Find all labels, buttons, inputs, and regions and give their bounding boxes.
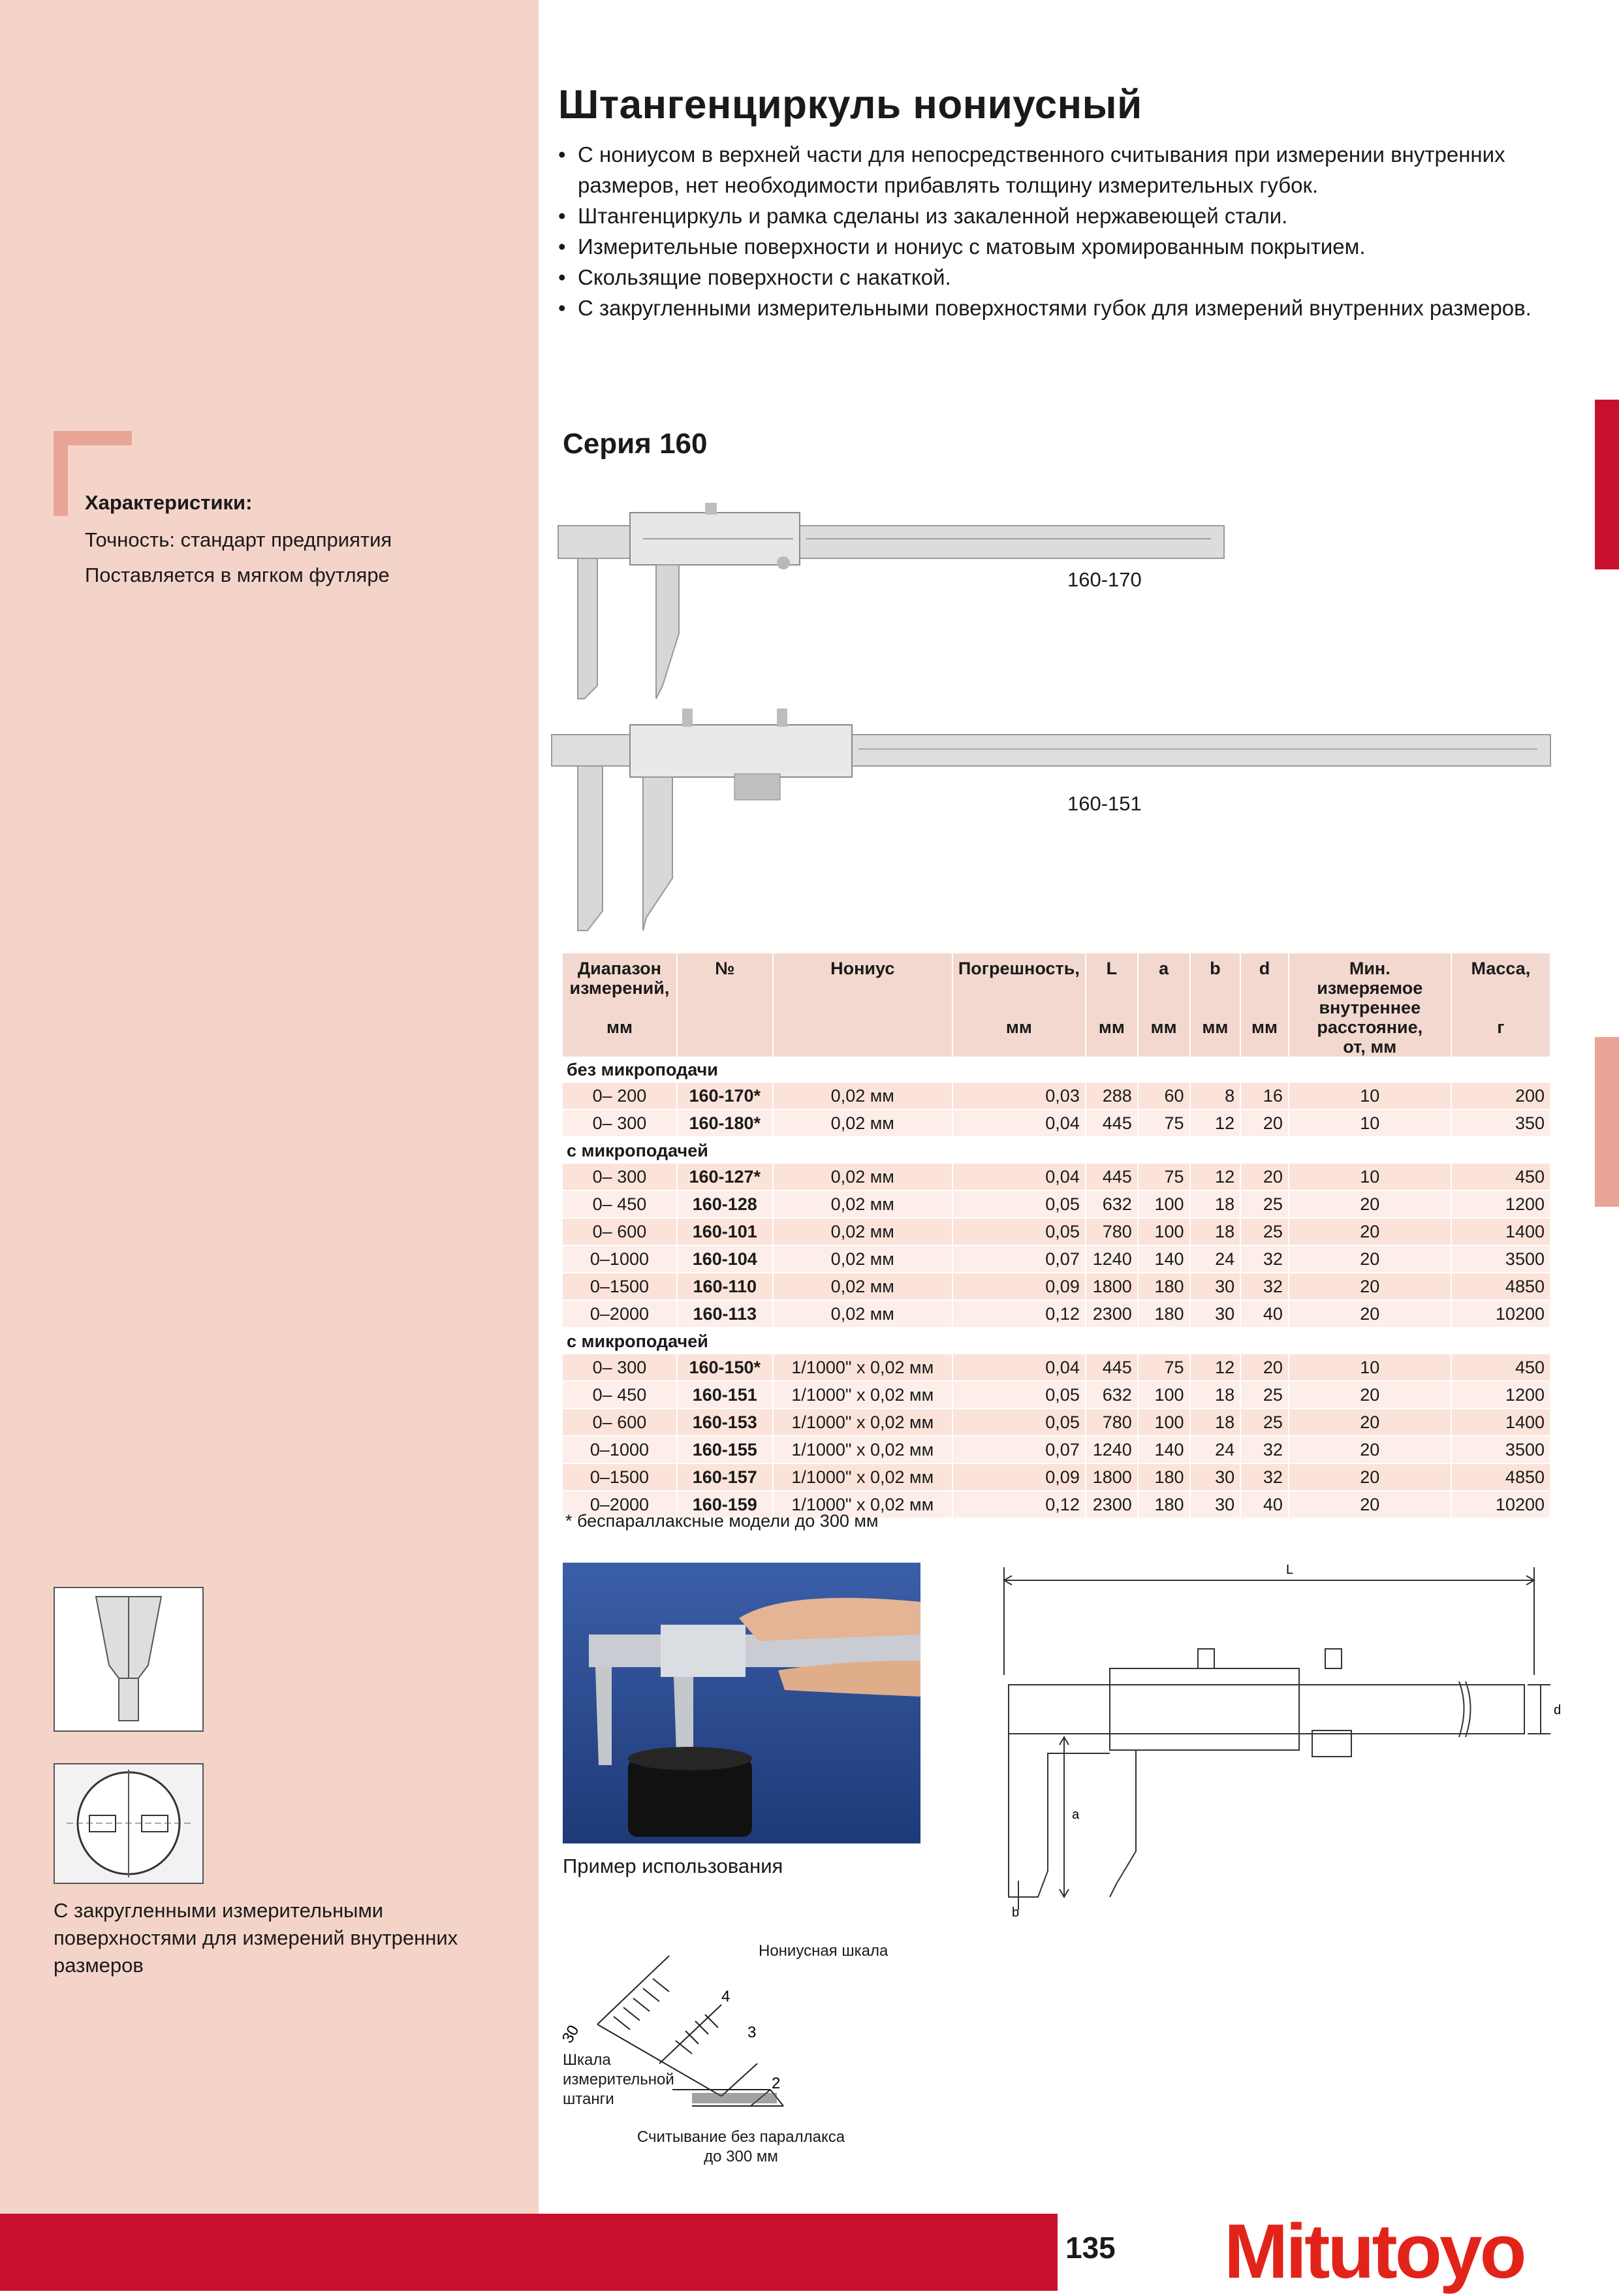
table-cell: 10: [1289, 1083, 1451, 1109]
dimension-label-L: L: [1286, 1563, 1294, 1577]
table-cell: 0,12: [952, 1491, 1086, 1518]
table-cell: 20: [1289, 1491, 1451, 1518]
header-error: Погрешность, мм: [952, 953, 1086, 1057]
jaw-profile-diagram: [54, 1587, 204, 1732]
table-cell: 160-151: [677, 1381, 773, 1409]
table-cell: 180: [1138, 1273, 1190, 1300]
table-cell: 1200: [1451, 1190, 1550, 1218]
table-cell: 0– 600: [563, 1409, 677, 1436]
table-cell: 0– 300: [563, 1164, 677, 1190]
dimension-label-d: d: [1554, 1703, 1562, 1717]
table-cell: 0,02 мм: [773, 1300, 952, 1328]
table-cell: 1200: [1451, 1381, 1550, 1409]
table-row: [563, 1190, 1550, 1218]
table-section-row: [563, 1057, 1550, 1083]
vernier-scale-illustration: [558, 1933, 927, 2148]
table-cell: 18: [1190, 1190, 1241, 1218]
table-cell: 30: [1190, 1300, 1241, 1328]
table-cell: 3500: [1451, 1245, 1550, 1273]
header-number: №: [677, 953, 773, 1057]
feature-list: [558, 139, 1577, 323]
table-cell: 3500: [1451, 1436, 1550, 1463]
table-cell: 12: [1190, 1354, 1241, 1381]
table-cell: 32: [1240, 1245, 1289, 1273]
table-cell: 0,02 мм: [773, 1164, 952, 1190]
table-cell: 1/1000" x 0,02 мм: [773, 1409, 952, 1436]
header-d: d мм: [1240, 953, 1289, 1057]
table-cell: 1/1000" x 0,02 мм: [773, 1463, 952, 1491]
table-cell: 0– 600: [563, 1218, 677, 1245]
header-range: Диапазон измерений, мм: [563, 953, 677, 1057]
table-row: [563, 1164, 1550, 1190]
dimension-drawing: [999, 1557, 1562, 1923]
table-cell: 180: [1138, 1300, 1190, 1328]
table-cell: 0,03: [952, 1083, 1086, 1109]
table-cell: 445: [1086, 1354, 1138, 1381]
jaw-section-diagram: [54, 1763, 204, 1884]
vernier-scale-label: Нониусная шкала: [759, 1942, 888, 1960]
table-cell: 16: [1240, 1083, 1289, 1109]
table-cell: 0– 450: [563, 1381, 677, 1409]
table-cell: 0–1500: [563, 1463, 677, 1491]
table-header-row: [563, 953, 1550, 1057]
table-cell: 32: [1240, 1463, 1289, 1491]
table-cell: 8: [1190, 1083, 1241, 1109]
table-row: [563, 1300, 1550, 1328]
characteristics-heading: Характеристики:: [85, 491, 253, 514]
table-cell: 160-155: [677, 1436, 773, 1463]
table-cell: 0,05: [952, 1218, 1086, 1245]
table-cell: 0,07: [952, 1436, 1086, 1463]
table-section-row: [563, 1328, 1550, 1354]
table-cell: 20: [1289, 1190, 1451, 1218]
table-cell: 0,09: [952, 1463, 1086, 1491]
feature-item: • С закругленными измерительными поверхностями губок для измерений внутренних размеров.: [558, 293, 1577, 323]
table-row: [563, 1083, 1550, 1109]
table-cell: 20: [1289, 1436, 1451, 1463]
main-scale-label: Шкала измерительной штанги: [563, 2051, 674, 2108]
characteristics-case: Поставляется в мягком футляре: [85, 564, 390, 586]
table-cell: 0,04: [952, 1354, 1086, 1381]
caliper-160-170-image: [558, 503, 1231, 699]
page-number: 135: [1065, 2231, 1116, 2265]
table-cell: 20: [1289, 1409, 1451, 1436]
table-cell: 60: [1138, 1083, 1190, 1109]
table-cell: 0,02 мм: [773, 1190, 952, 1218]
table-cell: 160-104: [677, 1245, 773, 1273]
vernier-number-3: 3: [747, 2024, 757, 2041]
table-cell: 0– 300: [563, 1109, 677, 1137]
table-cell: 0,05: [952, 1409, 1086, 1436]
table-cell: 160-170*: [677, 1083, 773, 1109]
table-cell: 10: [1289, 1164, 1451, 1190]
table-cell: 160-159: [677, 1491, 773, 1518]
section-title: с микроподачей: [563, 1328, 1550, 1354]
table-cell: 24: [1190, 1245, 1241, 1273]
table-cell: 450: [1451, 1354, 1550, 1381]
table-cell: 0– 450: [563, 1190, 677, 1218]
table-cell: 0–1500: [563, 1273, 677, 1300]
feature-item: • Измерительные поверхности и нониус с матовым хромированным покрытием.: [558, 231, 1577, 262]
table-cell: 160-110: [677, 1273, 773, 1300]
table-cell: 20: [1289, 1300, 1451, 1328]
table-cell: 780: [1086, 1218, 1138, 1245]
table-cell: 160-113: [677, 1300, 773, 1328]
table-cell: 632: [1086, 1381, 1138, 1409]
table-cell: 100: [1138, 1190, 1190, 1218]
table-cell: 20: [1289, 1463, 1451, 1491]
table-cell: 30: [1190, 1491, 1241, 1518]
table-cell: 20: [1240, 1164, 1289, 1190]
table-cell: 0,02 мм: [773, 1083, 952, 1109]
table-cell: 2300: [1086, 1491, 1138, 1518]
table-cell: 632: [1086, 1190, 1138, 1218]
table-cell: 140: [1138, 1245, 1190, 1273]
table-row: [563, 1273, 1550, 1300]
table-cell: 1400: [1451, 1218, 1550, 1245]
table-cell: 25: [1240, 1381, 1289, 1409]
table-cell: 100: [1138, 1218, 1190, 1245]
table-cell: 24: [1190, 1436, 1241, 1463]
table-cell: 160-180*: [677, 1109, 773, 1137]
table-cell: 0,04: [952, 1164, 1086, 1190]
table-cell: 4850: [1451, 1463, 1550, 1491]
table-cell: 40: [1240, 1491, 1289, 1518]
header-min-distance: Мин. измеряемое внутреннее расстояние, от, мм: [1289, 953, 1451, 1057]
table-cell: 450: [1451, 1164, 1550, 1190]
table-cell: 10: [1289, 1109, 1451, 1137]
table-cell: 0,05: [952, 1190, 1086, 1218]
table-row: [563, 1109, 1550, 1137]
table-cell: 100: [1138, 1381, 1190, 1409]
section-tab-pink: [1595, 1037, 1619, 1207]
table-cell: 1800: [1086, 1273, 1138, 1300]
table-cell: 0–2000: [563, 1300, 677, 1328]
section-title: без микроподачи: [563, 1057, 1550, 1083]
table-cell: 1800: [1086, 1463, 1138, 1491]
page-title: Штангенциркуль нониусный: [558, 82, 1142, 127]
table-cell: 20: [1289, 1273, 1451, 1300]
model-label-160-170: 160-170: [1067, 568, 1142, 591]
table-cell: 75: [1138, 1109, 1190, 1137]
table-cell: 25: [1240, 1409, 1289, 1436]
table-cell: 160-127*: [677, 1164, 773, 1190]
feature-item: • С нониусом в верхней части для непосредственного считывания при измерении внутренних размеров, нет необходимости прибавлять толщину измерительных губок.: [558, 139, 1577, 200]
table-cell: 180: [1138, 1491, 1190, 1518]
table-cell: 25: [1240, 1218, 1289, 1245]
scale-number-30: 30: [558, 2022, 583, 2047]
table-cell: 288: [1086, 1083, 1138, 1109]
vernier-number-4: 4: [721, 1988, 731, 2005]
section-tab-red: [1595, 400, 1619, 569]
table-cell: 1/1000" x 0,02 мм: [773, 1491, 952, 1518]
table-cell: 160-150*: [677, 1354, 773, 1381]
table-cell: 18: [1190, 1409, 1241, 1436]
table-cell: 4850: [1451, 1273, 1550, 1300]
table-cell: 1/1000" x 0,02 мм: [773, 1436, 952, 1463]
table-cell: 40: [1240, 1300, 1289, 1328]
table-cell: 0–1000: [563, 1245, 677, 1273]
table-cell: 160-153: [677, 1409, 773, 1436]
table-row: [563, 1436, 1550, 1463]
table-footnote: * беспараллаксные модели до 300 мм: [565, 1511, 879, 1531]
parallax-note: Считывание без параллакса до 300 мм: [637, 2128, 845, 2165]
table-cell: 780: [1086, 1409, 1138, 1436]
table-cell: 25: [1240, 1190, 1289, 1218]
table-cell: 10200: [1451, 1491, 1550, 1518]
table-cell: 0,04: [952, 1109, 1086, 1137]
header-L: L мм: [1086, 953, 1138, 1057]
caliper-160-151-image: [552, 709, 1554, 931]
table-cell: 350: [1451, 1109, 1550, 1137]
table-cell: 18: [1190, 1218, 1241, 1245]
table-cell: 12: [1190, 1109, 1241, 1137]
table-row: [563, 1381, 1550, 1409]
table-cell: 445: [1086, 1109, 1138, 1137]
table-cell: 32: [1240, 1436, 1289, 1463]
series-title: Серия 160: [563, 428, 708, 460]
table-cell: 0,12: [952, 1300, 1086, 1328]
table-cell: 20: [1289, 1381, 1451, 1409]
table-cell: 75: [1138, 1354, 1190, 1381]
characteristics-accuracy: Точность: стандарт предприятия: [85, 528, 392, 551]
table-cell: 1/1000" x 0,02 мм: [773, 1354, 952, 1381]
section-title: с микроподачей: [563, 1137, 1550, 1164]
table-cell: 200: [1451, 1083, 1550, 1109]
table-row: [563, 1354, 1550, 1381]
table-cell: 1400: [1451, 1409, 1550, 1436]
table-cell: 20: [1240, 1109, 1289, 1137]
table-cell: 140: [1138, 1436, 1190, 1463]
header-b: b мм: [1190, 953, 1241, 1057]
table-cell: 75: [1138, 1164, 1190, 1190]
table-cell: 1240: [1086, 1436, 1138, 1463]
table-cell: 18: [1190, 1381, 1241, 1409]
table-cell: 180: [1138, 1463, 1190, 1491]
table-cell: 0–2000: [563, 1491, 677, 1518]
table-cell: 20: [1289, 1245, 1451, 1273]
table-section-row: [563, 1137, 1550, 1164]
table-cell: 1/1000" x 0,02 мм: [773, 1381, 952, 1409]
header-mass: Масса, г: [1451, 953, 1550, 1057]
table-row: [563, 1245, 1550, 1273]
usage-example-caption: Пример использования: [563, 1855, 783, 1877]
table-cell: 0,05: [952, 1381, 1086, 1409]
mitutoyo-logo: Mitutoyo: [1224, 2208, 1524, 2295]
table-cell: 160-101: [677, 1218, 773, 1245]
table-cell: 0,09: [952, 1273, 1086, 1300]
table-cell: 0,02 мм: [773, 1245, 952, 1273]
table-cell: 10200: [1451, 1300, 1550, 1328]
table-cell: 160-157: [677, 1463, 773, 1491]
table-cell: 0,02 мм: [773, 1273, 952, 1300]
footer-red-bar: [0, 2214, 1058, 2291]
table-cell: 100: [1138, 1409, 1190, 1436]
table-cell: 10: [1289, 1354, 1451, 1381]
header-vernier: Нониус: [773, 953, 952, 1057]
vernier-number-2: 2: [772, 2075, 781, 2092]
table-cell: 0,02 мм: [773, 1218, 952, 1245]
dimension-label-b: b: [1012, 1905, 1020, 1920]
table-cell: 0– 200: [563, 1083, 677, 1109]
table-row: [563, 1463, 1550, 1491]
table-cell: 1240: [1086, 1245, 1138, 1273]
table-cell: 20: [1240, 1354, 1289, 1381]
table-cell: 0– 300: [563, 1354, 677, 1381]
table-row: [563, 1409, 1550, 1436]
table-cell: 0–1000: [563, 1436, 677, 1463]
table-cell: 2300: [1086, 1300, 1138, 1328]
feature-item: • Скользящие поверхности с накаткой.: [558, 262, 1577, 293]
usage-example-photo: [563, 1563, 920, 1843]
dimension-label-a: a: [1072, 1808, 1080, 1822]
table-row: [563, 1218, 1550, 1245]
table-cell: 20: [1289, 1218, 1451, 1245]
table-cell: 445: [1086, 1164, 1138, 1190]
feature-item: • Штангенциркуль и рамка сделаны из закаленной нержавеющей стали.: [558, 200, 1577, 231]
rounded-surfaces-caption: С закругленными измерительными поверхностями для измерений внутренних размеров: [54, 1899, 458, 1977]
header-a: a мм: [1138, 953, 1190, 1057]
table-cell: 12: [1190, 1164, 1241, 1190]
table-cell: 32: [1240, 1273, 1289, 1300]
specifications-table: [563, 953, 1551, 1519]
table-cell: 30: [1190, 1463, 1241, 1491]
table-cell: 30: [1190, 1273, 1241, 1300]
table-cell: 0,02 мм: [773, 1109, 952, 1137]
model-label-160-151: 160-151: [1067, 792, 1142, 815]
table-cell: 0,07: [952, 1245, 1086, 1273]
table-cell: 160-128: [677, 1190, 773, 1218]
